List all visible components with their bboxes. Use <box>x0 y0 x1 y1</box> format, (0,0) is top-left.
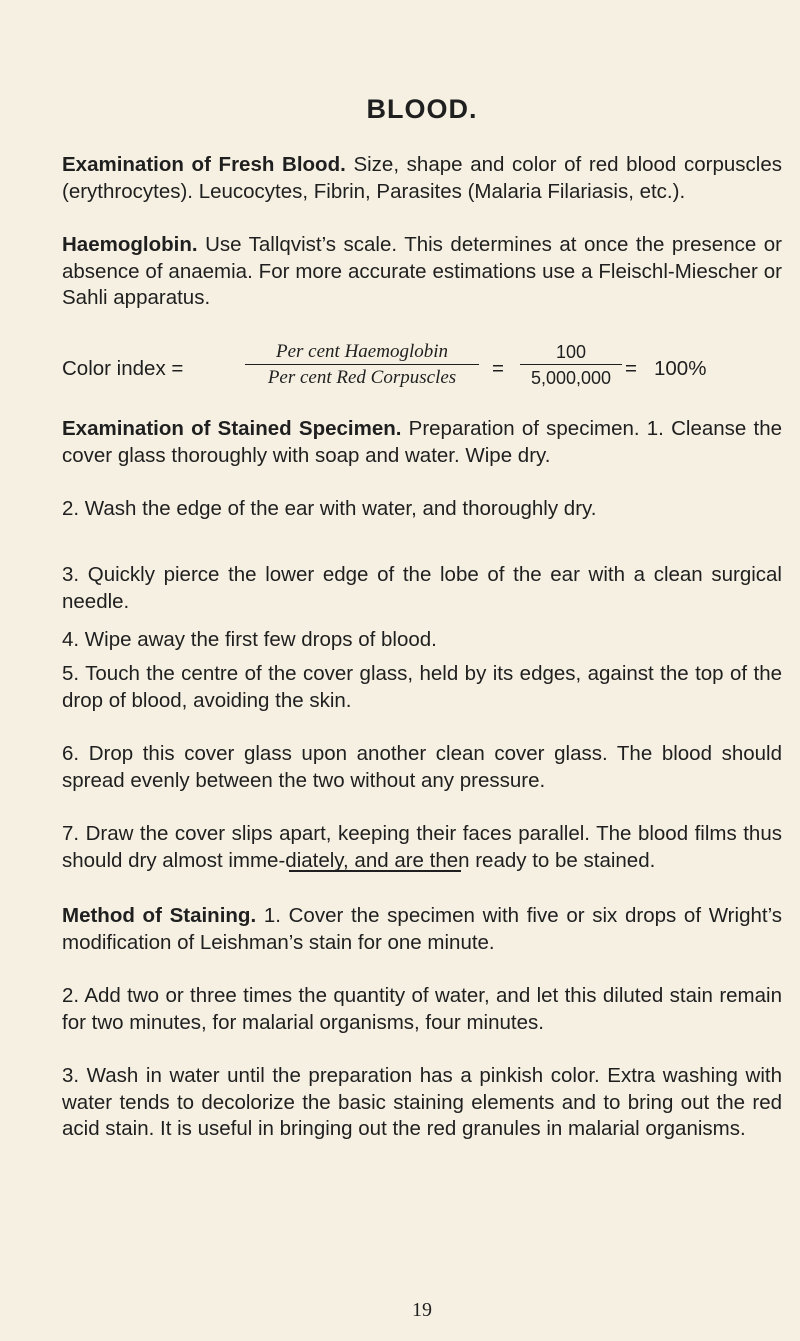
step-4: 4. Wipe away the first few drops of blood. <box>62 628 437 651</box>
haemoglobin-text: Use Tallqvist’s scale. This determines at once the presence or absence of anaemia. For more accurate estimations use a Fleischl-Miescher or Sahli apparatus. <box>62 233 782 310</box>
formula-result: 100% <box>654 357 707 380</box>
color-index-formula <box>62 340 782 404</box>
paragraph-haemoglobin <box>62 232 782 312</box>
formula-lhs: Color index = <box>62 357 184 380</box>
paragraph-method-of-staining <box>62 903 782 956</box>
staining-step-2: 2. Add two or three times the quantity of water, and let this diluted stain remain for two minutes, for malarial organisms, four minutes. <box>62 984 782 1034</box>
formula-denominator-2: 5,000,000 <box>530 368 612 388</box>
section-divider <box>289 870 461 872</box>
stained-specimen-text: Preparation of specimen. 1. Cleanse the cover glass thoroughly with soap and water. Wipe dry. <box>62 417 782 467</box>
paragraph-fresh-blood <box>62 152 782 205</box>
stained-specimen-lead: Examination of Stained Specimen. <box>62 417 402 440</box>
step-7: 7. Draw the cover slips apart, keeping their faces parallel. The blood films thus should dry almost imme-diately, and are then ready to be stained. <box>62 822 782 872</box>
step-3: 3. Quickly pierce the lower edge of the lobe of the ear with a clean surgical needle. <box>62 563 782 613</box>
staining-step-3: 3. Wash in water until the preparation has a pinkish color. Extra washing with water tends to decolorize the basic staining elements and to bring out the red acid stain. It is useful in bringing out the red granules in malarial organisms. <box>62 1064 782 1141</box>
step-5: 5. Touch the centre of the cover glass, held by its edges, against the top of the drop of blood, avoiding the skin. <box>62 662 782 712</box>
formula-fraction-2 <box>520 340 622 391</box>
formula-numerator-2: 100 <box>520 340 622 365</box>
formula-numerator: Per cent Haemoglobin <box>245 340 479 365</box>
step-6: 6. Drop this cover glass upon another clean cover glass. The blood should spread evenly between the two without any pressure. <box>62 742 782 792</box>
fresh-blood-lead: Examination of Fresh Blood. <box>62 153 346 176</box>
haemoglobin-lead: Haemoglobin. <box>62 233 198 256</box>
formula-equals-2: = <box>625 357 637 380</box>
paragraph-stained-specimen <box>62 416 782 469</box>
formula-denominator: Per cent Red Corpuscles <box>267 367 457 388</box>
method-of-staining-lead: Method of Staining. <box>62 904 257 927</box>
formula-fraction <box>245 340 479 391</box>
method-of-staining-text: 1. Cover the specimen with five or six drops of Wright’s modification of Leishman’s stain for one minute. <box>62 904 782 954</box>
page-heading: BLOOD. <box>366 94 478 124</box>
step-2: 2. Wash the edge of the ear with water, and thoroughly dry. <box>62 497 597 520</box>
fresh-blood-text: Size, shape and color of red blood corpuscles (erythrocytes). Leucocytes, Fibrin, Parasites (Malaria Filariasis, etc.). <box>62 153 782 203</box>
page-number: 19 <box>412 1299 432 1321</box>
formula-equals-1: = <box>492 357 504 380</box>
